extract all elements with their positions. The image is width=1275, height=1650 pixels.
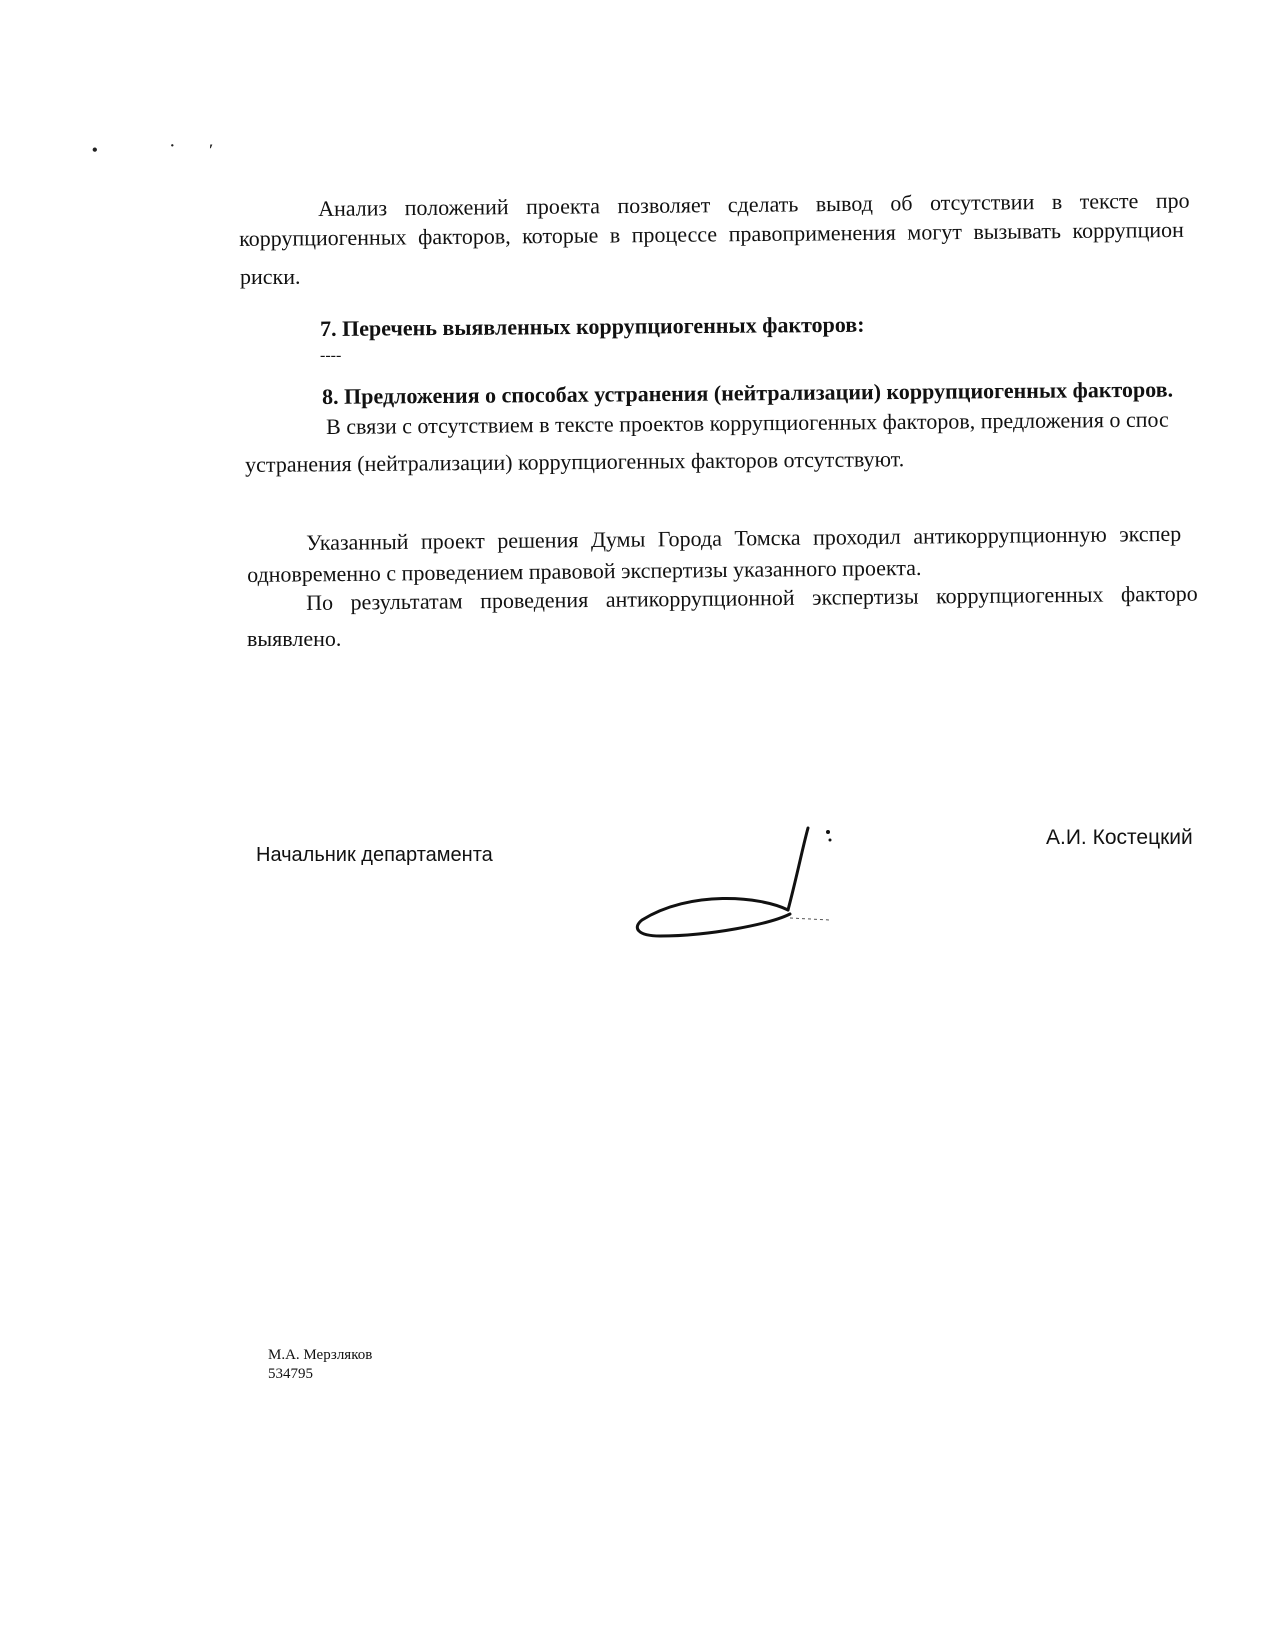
section-8-heading: 8. Предложения о способах устранения (нейтрализации) коррупциогенных факторов. [322, 376, 1174, 409]
handwritten-signature [630, 820, 860, 940]
executor-block [268, 1346, 372, 1384]
analysis-paragraph-line-2: коррупциогенных факторов, которые в процессе правоприменения могут вызывать коррупцион [239, 216, 1184, 251]
section-8-text-line-1: В связи с отсутствием в тексте проектов коррупциогенных факторов, предложения о спос [326, 406, 1169, 439]
result-paragraph-line-1: По результатам проведения антикоррупционной экспертизы коррупциогенных факторо [306, 580, 1198, 615]
scan-artifact-marks: • ˙′ [92, 142, 248, 159]
analysis-paragraph-line-3: риски. [240, 264, 301, 289]
signer-name: А.И. Костецкий [1046, 826, 1193, 849]
section-7-value: ---- [320, 347, 342, 364]
section-8-text-line-2: устранения (нейтрализации) коррупциогенных факторов отсутствуют. [245, 446, 905, 477]
section-7-heading: 7. Перечень выявленных коррупциогенных факторов: [320, 311, 865, 341]
project-paragraph-line-1: Указанный проект решения Думы Города Томска проходил антикоррупционную экспер [306, 520, 1182, 555]
executor-name: М.А. Мерзляков [268, 1347, 373, 1363]
result-paragraph-line-2: выявлено. [247, 626, 342, 651]
executor-phone: 534795 [268, 1366, 313, 1382]
analysis-paragraph-line-1: Анализ положений проекта позволяет сделать вывод об отсутствии в тексте про [318, 187, 1190, 221]
project-paragraph-line-2: одновременно с проведением правовой экспертизы указанного проекта. [247, 554, 922, 587]
signer-position-title: Начальник департамента [256, 844, 493, 866]
